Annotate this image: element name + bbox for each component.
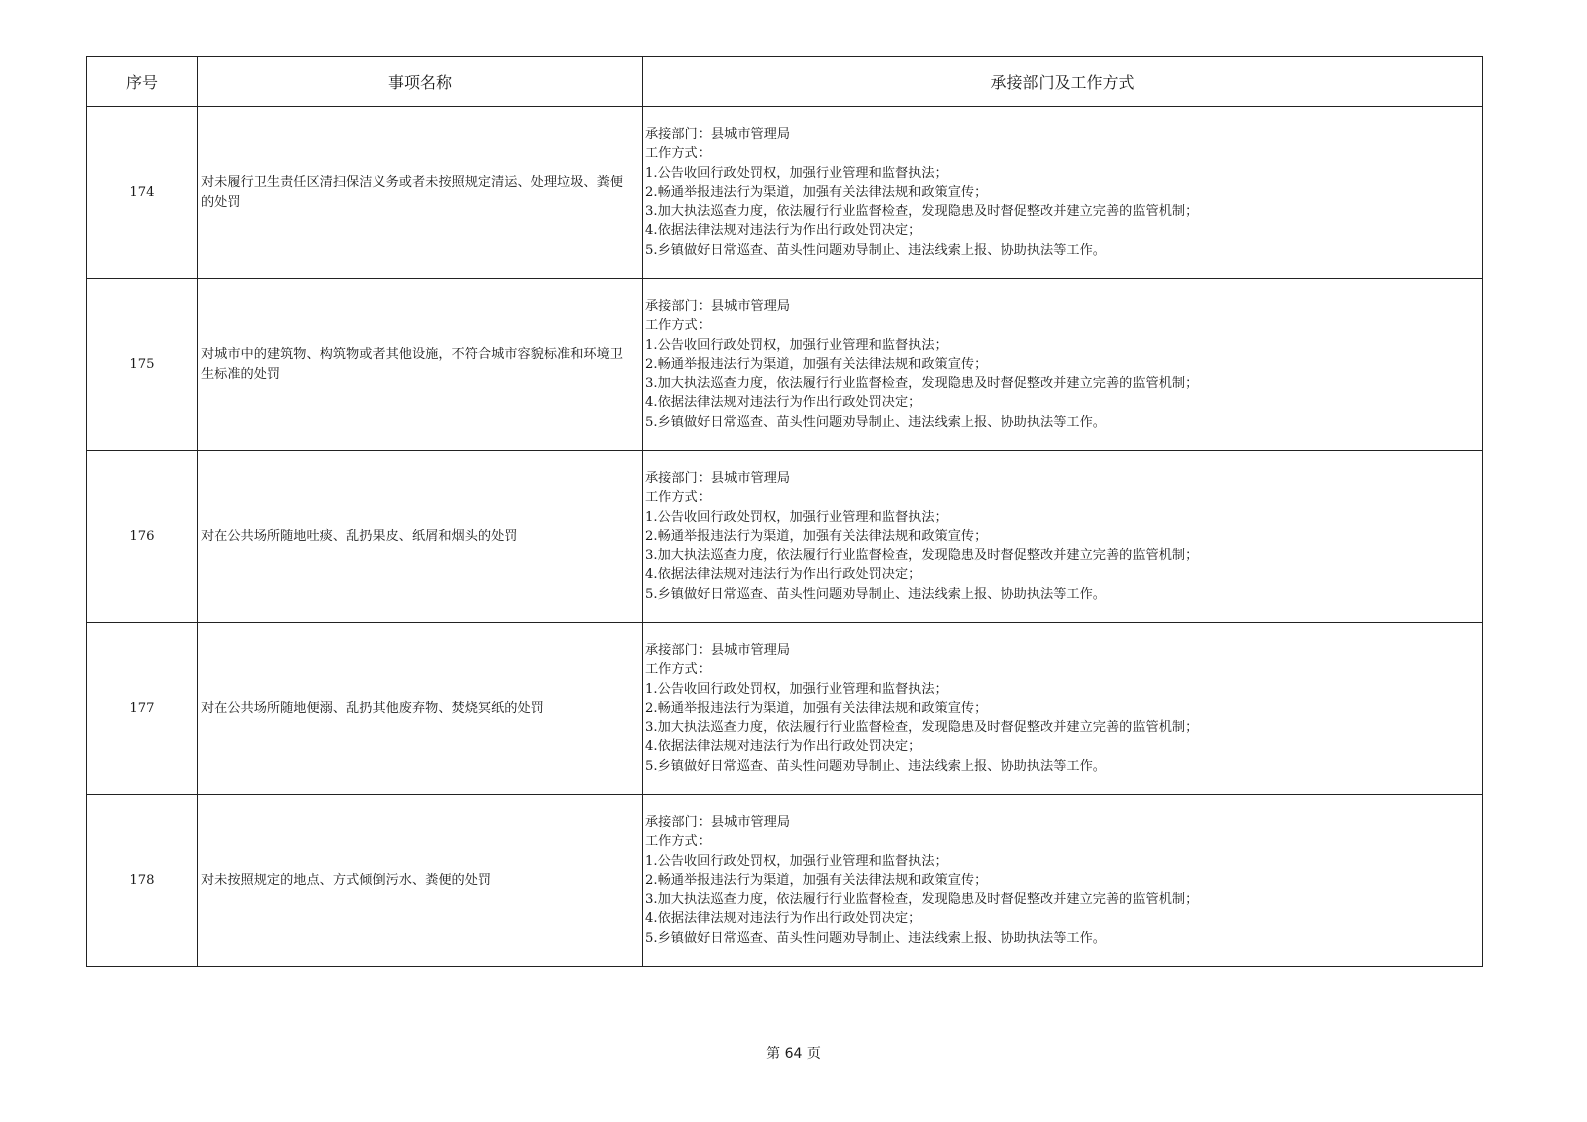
table-row — [87, 279, 1483, 451]
dept-line: 承接部门：县城市管理局 — [645, 126, 791, 142]
cell-item-no: 174 — [87, 107, 198, 279]
dept-line: 5.乡镇做好日常巡查、苗头性问题劝导制止、违法线索上报、协助执法等工作。 — [645, 242, 1106, 258]
dept-line: 工作方式： — [645, 490, 711, 506]
table-row — [87, 795, 1483, 967]
dept-line: 1.公告收回行政处罚权，加强行业管理和监督执法； — [645, 509, 948, 525]
table-row — [87, 623, 1483, 795]
table-row — [87, 451, 1483, 623]
dept-line: 3.加大执法巡查力度，依法履行行业监督检查，发现隐患及时督促整改并建立完善的监管机制； — [645, 204, 1199, 220]
dept-line: 4.依据法律法规对违法行为作出行政处罚决定； — [645, 395, 922, 411]
dept-line: 3.加大执法巡查力度，依法履行行业监督检查，发现隐患及时督促整改并建立完善的监管机制； — [645, 548, 1199, 564]
header-dept: 承接部门及工作方式 — [643, 57, 1483, 107]
dept-line: 承接部门：县城市管理局 — [645, 470, 791, 486]
dept-line: 1.公告收回行政处罚权，加强行业管理和监督执法； — [645, 165, 948, 181]
cell-dept-method — [643, 451, 1483, 623]
cell-item-name: 对城市中的建筑物、构筑物或者其他设施，不符合城市容貌标准和环境卫生标准的处罚 — [198, 279, 643, 451]
cell-item-no: 176 — [87, 451, 198, 623]
dept-line: 2.畅通举报违法行为渠道，加强有关法律法规和政策宣传； — [645, 528, 988, 544]
dept-line: 工作方式： — [645, 662, 711, 678]
page-number: 第 64 页 — [766, 1046, 821, 1062]
cell-item-name: 对未履行卫生责任区清扫保洁义务或者未按照规定清运、处理垃圾、粪便的处罚 — [198, 107, 643, 279]
items-table — [86, 56, 1483, 967]
dept-line: 2.畅通举报违法行为渠道，加强有关法律法规和政策宣传； — [645, 872, 988, 888]
cell-item-no: 178 — [87, 795, 198, 967]
dept-line: 1.公告收回行政处罚权，加强行业管理和监督执法； — [645, 853, 948, 869]
dept-line: 工作方式： — [645, 318, 711, 334]
dept-line: 2.畅通举报违法行为渠道，加强有关法律法规和政策宣传； — [645, 700, 988, 716]
cell-dept-method — [643, 795, 1483, 967]
dept-line: 承接部门：县城市管理局 — [645, 298, 791, 314]
dept-line: 承接部门：县城市管理局 — [645, 814, 791, 830]
dept-line: 5.乡镇做好日常巡查、苗头性问题劝导制止、违法线索上报、协助执法等工作。 — [645, 586, 1106, 602]
cell-item-no: 175 — [87, 279, 198, 451]
dept-line: 5.乡镇做好日常巡查、苗头性问题劝导制止、违法线索上报、协助执法等工作。 — [645, 414, 1106, 430]
cell-item-name: 对未按照规定的地点、方式倾倒污水、粪便的处罚 — [198, 795, 643, 967]
dept-line: 3.加大执法巡查力度，依法履行行业监督检查，发现隐患及时督促整改并建立完善的监管机制； — [645, 376, 1199, 392]
header-no: 序号 — [87, 57, 198, 107]
dept-line: 3.加大执法巡查力度，依法履行行业监督检查，发现隐患及时督促整改并建立完善的监管机制； — [645, 720, 1199, 736]
dept-line: 工作方式： — [645, 834, 711, 850]
dept-line: 5.乡镇做好日常巡查、苗头性问题劝导制止、违法线索上报、协助执法等工作。 — [645, 758, 1106, 774]
header-row — [87, 57, 1483, 107]
cell-item-name: 对在公共场所随地吐痰、乱扔果皮、纸屑和烟头的处罚 — [198, 451, 643, 623]
dept-line: 3.加大执法巡查力度，依法履行行业监督检查，发现隐患及时督促整改并建立完善的监管机制； — [645, 892, 1199, 908]
dept-line: 1.公告收回行政处罚权，加强行业管理和监督执法； — [645, 681, 948, 697]
header-name: 事项名称 — [198, 57, 643, 107]
dept-line: 4.依据法律法规对违法行为作出行政处罚决定； — [645, 911, 922, 927]
cell-item-name: 对在公共场所随地便溺、乱扔其他废弃物、焚烧冥纸的处罚 — [198, 623, 643, 795]
cell-dept-method — [643, 279, 1483, 451]
dept-line: 1.公告收回行政处罚权，加强行业管理和监督执法； — [645, 337, 948, 353]
dept-line: 2.畅通举报违法行为渠道，加强有关法律法规和政策宣传； — [645, 184, 988, 200]
cell-dept-method — [643, 623, 1483, 795]
dept-line: 5.乡镇做好日常巡查、苗头性问题劝导制止、违法线索上报、协助执法等工作。 — [645, 930, 1106, 946]
dept-line: 4.依据法律法规对违法行为作出行政处罚决定； — [645, 223, 922, 239]
cell-item-no: 177 — [87, 623, 198, 795]
dept-line: 4.依据法律法规对违法行为作出行政处罚决定； — [645, 739, 922, 755]
cell-dept-method — [643, 107, 1483, 279]
dept-line: 工作方式： — [645, 146, 711, 162]
dept-line: 2.畅通举报违法行为渠道，加强有关法律法规和政策宣传； — [645, 356, 988, 372]
dept-line: 4.依据法律法规对违法行为作出行政处罚决定； — [645, 567, 922, 583]
table-row — [87, 107, 1483, 279]
dept-line: 承接部门：县城市管理局 — [645, 642, 791, 658]
